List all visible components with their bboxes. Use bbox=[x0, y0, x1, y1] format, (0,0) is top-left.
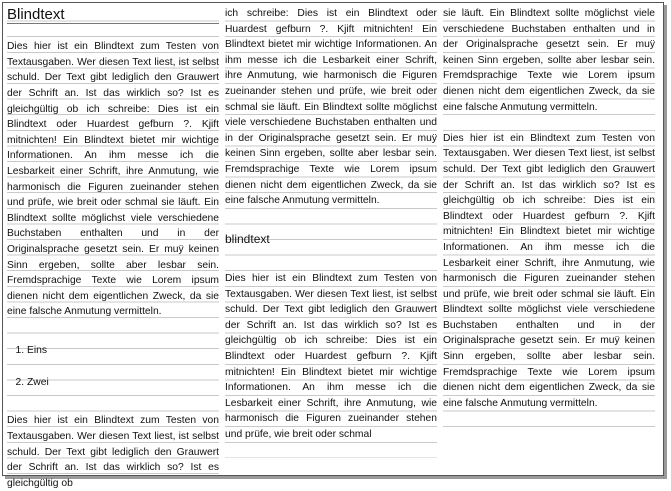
body-paragraph: Dies hier ist ein Blindtext zum Testen von Textausgaben. Wer diesen Text liest, ist selbst schuld. Der Text gibt lediglich den Grauwert der Schrift an. Ist das wirklich so? Ist es gleichgültig ob ich schreibe: Dies ist ein Blindtext oder Huardest gefburn ?. Kjift mitnichten! Ein Blindtext bietet mir wichtige Informationen. An ihm messe ich die Lesbarkeit einer Schrift, ihre Anmutung, wie harmonisch die Figuren zueinander stehen und prüfe, wie breit oder schmal sie läuft. Ein Blindtext sollte möglichst viele verschiedene Buchstaben enthalten und in der Originalsprache gesetzt sein. Er muÿ keinen Sinn ergeben, sollte aber lesbar sein. Fremdsprachige Texte wie Lorem ipsum dienen nicht dem eigentlichen Zweck, da sie eine falsche Anmutung vermitteln. bbox=[7, 41, 219, 318]
body-paragraph: Dies hier ist ein Blindtext zum Testen von Textausgaben. Wer diesen Text liest, ist selbst schuld. Der Text gibt lediglich den Grauwert der Schrift an. Ist das wirklich so? Ist es gleichgültig ob bbox=[7, 415, 219, 489]
column-1 bbox=[7, 6, 219, 489]
body-paragraph: sie läuft. Ein Blindtext sollte möglichst viele verschiedene Buchstaben enthalten und in der Originalsprache gesetzt sein. Er muÿ keinen Sinn ergeben, sollte aber lesbar sein. Fremdsprachige Texte wie Lorem ipsum dienen nicht dem eigentlichen Zweck, da sie eine falsche Anmutung vermitteln. bbox=[443, 8, 655, 113]
list-item: 2. Zwei bbox=[27, 367, 219, 398]
document-page bbox=[2, 2, 664, 489]
section-heading: blindtext bbox=[225, 232, 270, 247]
numbered-list bbox=[7, 335, 219, 397]
body-paragraph: ich schreibe: Dies ist ein Blindtext oder Huardest gefburn ?. Kjift mitnichten! Ein Blindtext bietet mir wichtige Informationen. An ihm messe ich die Lesbarkeit einer Schrift, ihre Anmutung, wie harmonisch die Figuren zueinander stehen und prüfe, wie breit oder schmal sie läuft. Ein Blindtext sollte möglichst viele verschiedene Buchstaben enthalten und in der Originalsprache gesetzt sein. Er muÿ keinen Sinn ergeben, sollte aber lesbar sein. Fremdsprachige Texte wie Lorem ipsum dienen nicht dem eigentlichen Zweck, da sie eine falsche Anmutung vermitteln. bbox=[225, 8, 437, 207]
column-3 bbox=[443, 6, 655, 438]
body-paragraph: Dies hier ist ein Blindtext zum Testen von Textausgaben. Wer diesen Text liest, ist selbst schuld. Der Text gibt lediglich den Grauwert der Schrift an. Ist das wirklich so? Ist es gleichgültig ob ich schreibe: Dies ist ein Blindtext oder Huardest gefburn ?. Kjift mitnichten! Ein Blindtext bietet mir wichtige Informationen. An ihm messe ich die Lesbarkeit einer Schrift, ihre Anmutung, wie harmonisch die Figuren zueinander stehen und prüfe, wie breit oder schmal sie läuft. Ein Blindtext sollte möglichst viele verschiedene Buchstaben enthalten und in der Originalsprache gesetzt sein. Er muÿ keinen Sinn ergeben, sollte aber lesbar sein. Fremdsprachige Texte wie Lorem ipsum dienen nicht dem eigentlichen Zweck, da sie eine falsche Anmutung vermitteln. bbox=[443, 132, 655, 409]
list-item: 1. Eins bbox=[27, 335, 219, 366]
column-2 bbox=[225, 6, 437, 458]
body-paragraph: Dies hier ist ein Blindtext zum Testen von Textausgaben. Wer diesen Text liest, ist selbst schuld. Der Text gibt lediglich den Grauwert der Schrift an. Ist das wirklich so? Ist es gleichgültig ob ich schreibe: Dies ist ein Blindtext oder Huardest gefburn ?. Kjift mitnichten! Ein Blindtext bietet mir wichtige Informationen. An ihm messe ich die Lesbarkeit einer Schrift, ihre Anmutung, wie harmonisch die Figuren zueinander stehen und prüfe, wie breit oder schmal bbox=[225, 273, 437, 441]
document-title: Blindtext bbox=[7, 6, 219, 24]
